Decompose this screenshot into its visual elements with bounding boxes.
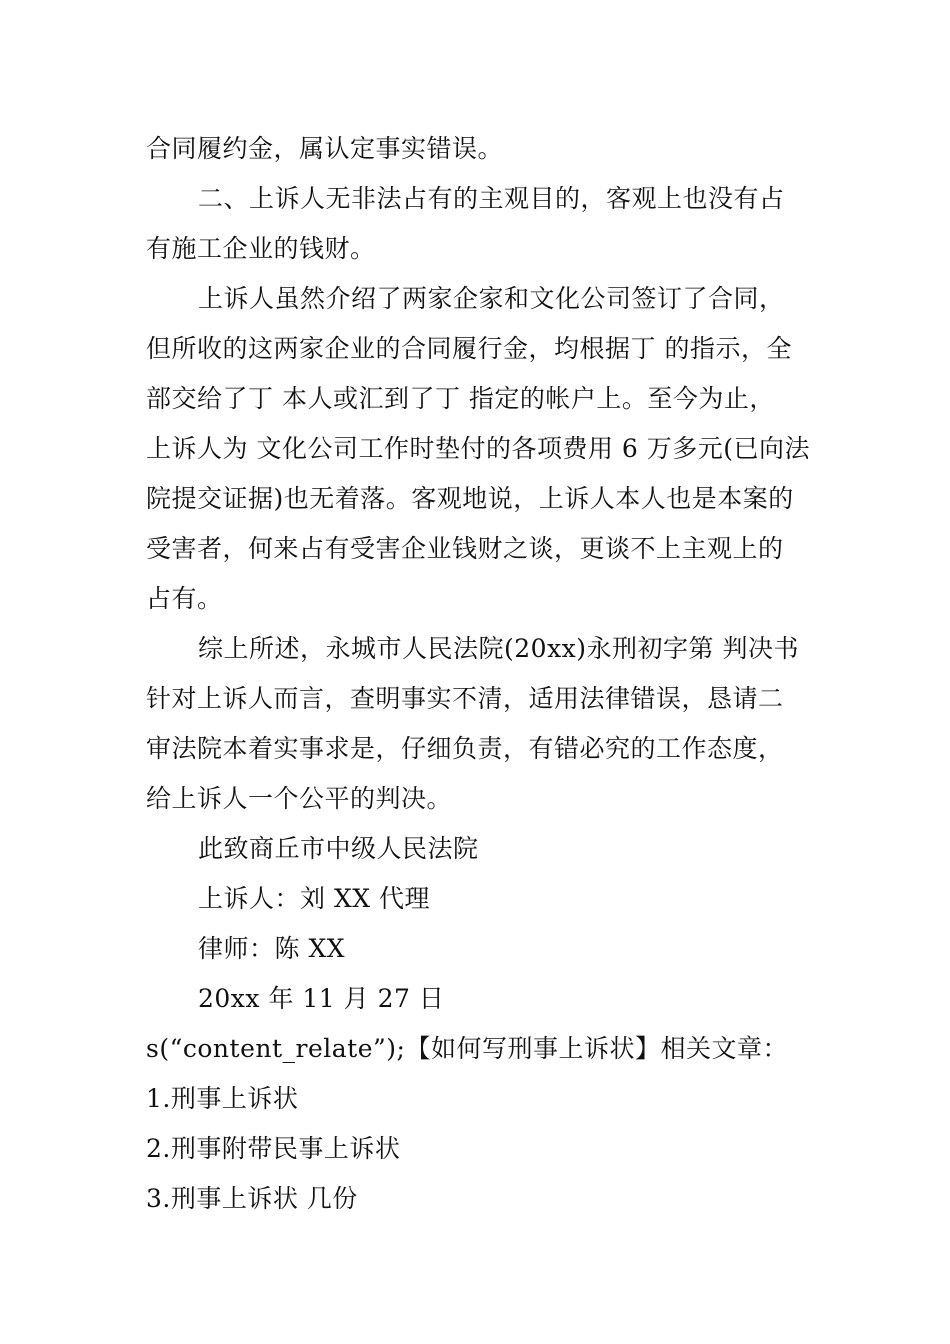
related-articles <box>146 1024 806 1224</box>
appellant-signature: 上诉人：刘 XX 代理 <box>198 884 430 913</box>
lawyer-signature: 律师：陈 XX <box>198 934 346 963</box>
document-date: 20xx 年 11 月 27 日 <box>198 984 445 1013</box>
related-article-link[interactable]: 1.刑事上诉状 <box>146 1084 299 1113</box>
related-articles-heading: s(“content_relate”);【如何写刑事上诉状】相关文章： <box>146 1034 788 1063</box>
paragraph-point-two <box>146 174 806 274</box>
text-line: 有施工企业的钱财。 <box>146 234 376 263</box>
closing-block <box>146 824 806 1024</box>
paragraph-conclusion-fragment <box>146 124 806 174</box>
text-line: 给上诉人一个公平的判决。 <box>146 784 453 813</box>
related-article-link[interactable]: 3.刑事上诉状 几份 <box>146 1184 358 1213</box>
paragraph-summary <box>146 624 806 824</box>
related-article-link[interactable]: 2.刑事附带民事上诉状 <box>146 1134 401 1163</box>
text-line: 针对上诉人而言，查明事实不清，适用法律错误，恳请二 <box>146 684 784 713</box>
text-line: 二、上诉人无非法占有的主观目的，客观上也没有占 <box>198 184 785 213</box>
text-line: 部交给了丁 本人或汇到了丁 指定的帐户上。至今为止， <box>146 384 775 413</box>
paragraph-explanation <box>146 274 811 624</box>
text-line: 综上所述，永城市人民法院(20xx)永刑初字第 判决书 <box>198 634 799 663</box>
text-line: 受害者，何来占有受害企业钱财之谈，更谈不上主观上的 <box>146 534 784 563</box>
document-body <box>146 124 811 1224</box>
text-line: 审法院本着实事求是，仔细负责，有错必究的工作态度， <box>146 734 784 763</box>
text-line: 但所收的这两家企业的合同履行金，均根据丁 的指示，全 <box>146 334 792 363</box>
text-line: 合同履约金，属认定事实错误。 <box>146 134 504 163</box>
text-line: 占有。 <box>146 584 223 613</box>
addressee: 此致商丘市中级人民法院 <box>198 834 479 863</box>
text-line: 上诉人为 文化公司工作时垫付的各项费用 6 万多元(已向法 <box>146 434 811 463</box>
text-line: 上诉人虽然介绍了两家企家和文化公司签订了合同， <box>198 284 785 313</box>
text-line: 院提交证据)也无着落。客观地说，上诉人本人也是本案的 <box>146 484 794 513</box>
